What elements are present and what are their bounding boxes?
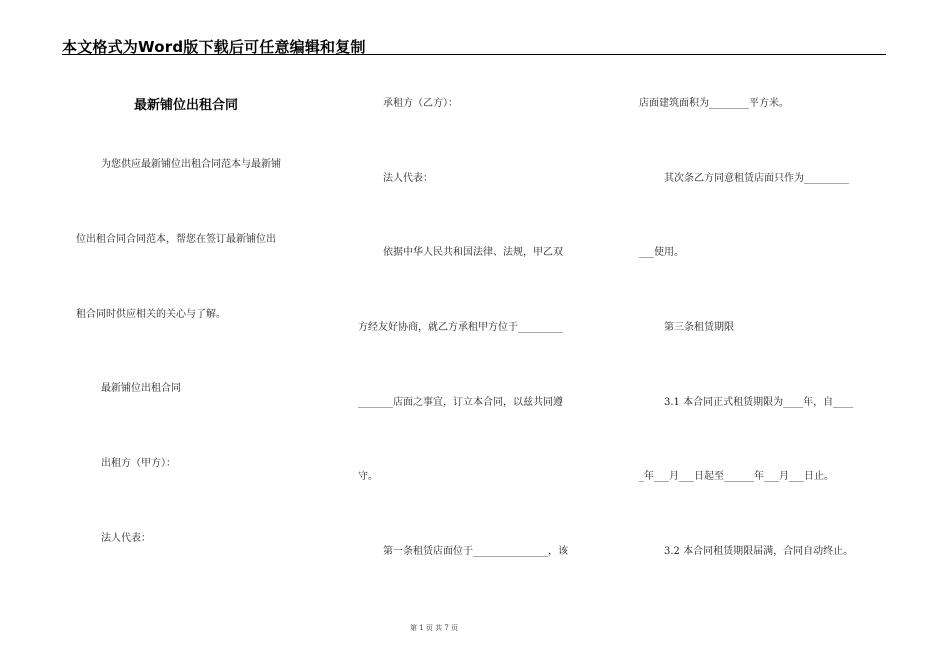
col3-line-4: 第三条租赁期限 [664,322,734,333]
col1-line-5: 出租方（甲方）： [101,458,176,469]
col3-line-5: 3.1 本合同正式租赁期限为____年，自____ [664,397,854,408]
col2-line-5: _______店面之事宜，订立本合同，以兹共同遵 [358,397,563,408]
col3-line-3: ___使用。 [639,247,684,258]
col3-line-2: 其次条乙方同意租赁店面只作为_________ [664,173,849,184]
col2-line-1: 承租方（乙方）： [383,98,458,109]
col3-line-6: _年___月___日起至______年___月___日止。 [639,471,834,482]
col1-line-6: 法人代表： [101,533,151,544]
col2-line-4: 方经友好协商，就乙方承租甲方位于_________ [358,322,563,333]
header-divider [62,54,886,55]
col3-line-7: 3.2 本合同租赁期限届满，合同自动终止。 [664,546,854,557]
col2-line-6: 守。 [358,471,378,482]
col3-line-1: 店面建筑面积为________平方米。 [639,98,789,109]
col1-line-3: 租合同时供应相关的关心与了解。 [76,309,226,320]
col1-line-4: 最新铺位出租合同 [101,383,181,394]
header-title: 本文格式为Word版下载后可任意编辑和复制 [62,38,366,56]
col1-line-2: 位出租合同合同范本，帮您在签订最新铺位出 [76,234,276,245]
col2-line-3: 依据中华人民共和国法律、法规，甲乙双 [383,247,563,258]
col2-line-7: 第一条租赁店面位于_______________，该 [383,546,568,557]
document-title: 最新铺位出租合同 [134,98,239,113]
col2-line-2: 法人代表： [383,173,433,184]
col1-line-1: 为您供应最新铺位出租合同范本与最新铺 [101,159,281,170]
page-number: 第 1 页 共 7 页 [410,624,459,632]
